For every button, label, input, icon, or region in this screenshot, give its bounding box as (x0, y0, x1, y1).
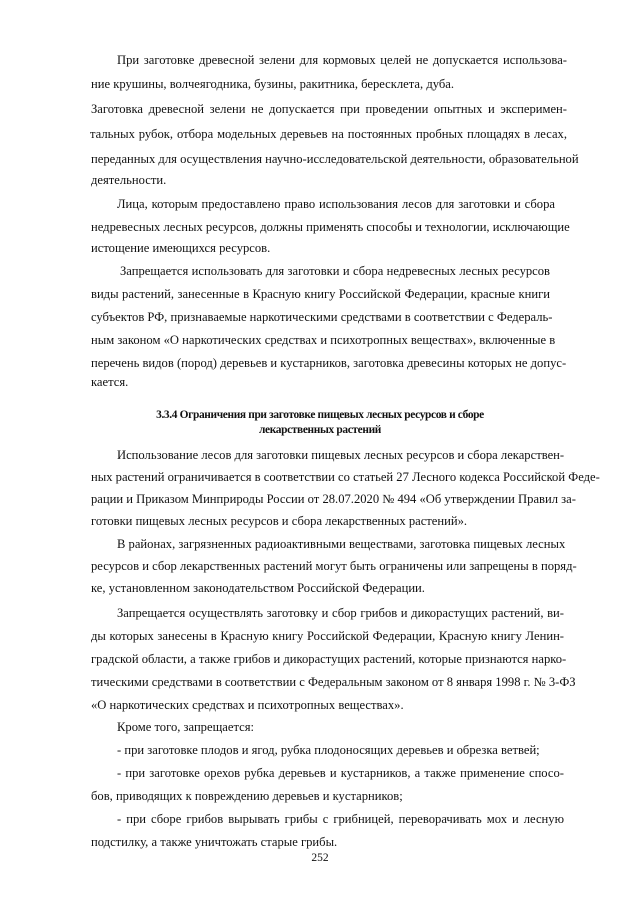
text-line: виды растений, занесенные в Красную книгу Российской Федерации, красные книги (91, 287, 550, 301)
text-line: ным законом «О наркотических средствах и психотропных веществах», включенные в (91, 333, 556, 347)
text-line: тическими средствами в соответствии с Федеральным законом от 8 января 1998 г. № 3-ФЗ (91, 675, 576, 689)
text-line: бов, приводящих к повреждению деревьев и кустарников; (91, 789, 403, 803)
text-line: ние крушины, волчеягодника, бузины, ракитника, бересклета, дуба. (91, 77, 454, 91)
text-line: готовки пищевых лесных ресурсов и сбора лекарственных растений». (91, 514, 468, 528)
text-line: При заготовке древесной зелени для кормовых целей не допускается использова- (117, 53, 567, 67)
text-line: Запрещается осуществлять заготовку и сбор грибов и дикорастущих растений, ви- (117, 606, 564, 620)
list-item: - при заготовке орехов рубка деревьев и кустарников, а также применение спосо- (117, 766, 564, 780)
text-line: тальных рубок, отбора модельных деревьев на постоянных пробных площадях в лесах, (90, 127, 567, 141)
text-line: подстилку, а также уничтожать старые грибы. (91, 835, 338, 849)
text-line: рации и Приказом Минприроды России от 28.07.2020 № 494 «Об утверждении Правил за- (91, 492, 576, 506)
text-line: ресурсов и сбор лекарственных растений могут быть ограничены или запрещены в поряд- (91, 559, 577, 573)
text-line: «О наркотических средствах и психотропных веществах». (91, 698, 404, 712)
list-item: - при заготовке плодов и ягод, рубка плодоносящих деревьев и обрезка ветвей; (117, 743, 540, 757)
text-line: Лица, которым предоставлено право использования лесов для заготовки и сбора (117, 197, 555, 211)
list-item: - при сборе грибов вырывать грибы с грибницей, переворачивать мох и лесную (117, 812, 564, 826)
text-line: ды которых занесены в Красную книгу Российской Федерации, Красную книгу Ленин- (91, 629, 564, 643)
text-line: переданных для осуществления научно-исследовательской деятельности, образовательной (91, 152, 579, 166)
text-line: субъектов РФ, признаваемые наркотическими средствами в соответствии с Федераль- (91, 310, 553, 324)
text-line: В районах, загрязненных радиоактивными веществами, заготовка пищевых лесных (117, 537, 566, 551)
text-line: деятельности. (91, 173, 167, 187)
text-line: ке, установленном законодательством Российской Федерации. (91, 581, 425, 595)
section-heading: лекарственных растений (258, 424, 381, 436)
text-line: Запрещается использовать для заготовки и сбора недревесных лесных ресурсов (120, 264, 550, 278)
text-line: Использование лесов для заготовки пищевых лесных ресурсов и сбора лекарствен- (117, 448, 565, 462)
text-line: ных растений ограничивается в соответствии со статьей 27 Лесного кодекса Российской Феде- (91, 470, 600, 484)
text-line: градской области, а также грибов и дикорастущих растений, которые признаются нарко- (91, 652, 567, 666)
text-line: Кроме того, запрещается: (117, 720, 254, 734)
page-number: 252 (311, 852, 329, 864)
text-line: истощение имеющихся ресурсов. (91, 241, 271, 255)
text-line: недревесных лесных ресурсов, должны применять способы и технологии, исключающие (91, 220, 570, 234)
text-line: перечень видов (пород) деревьев и кустарников, заготовка древесины которых не допус- (91, 356, 567, 370)
text-line: Заготовка древесной зелени не допускается при проведении опытных и эксперимен- (91, 102, 567, 116)
section-heading: 3.3.4 Ограничения при заготовке пищевых лесных ресурсов и сборе (156, 409, 484, 421)
text-line: кается. (91, 375, 129, 389)
